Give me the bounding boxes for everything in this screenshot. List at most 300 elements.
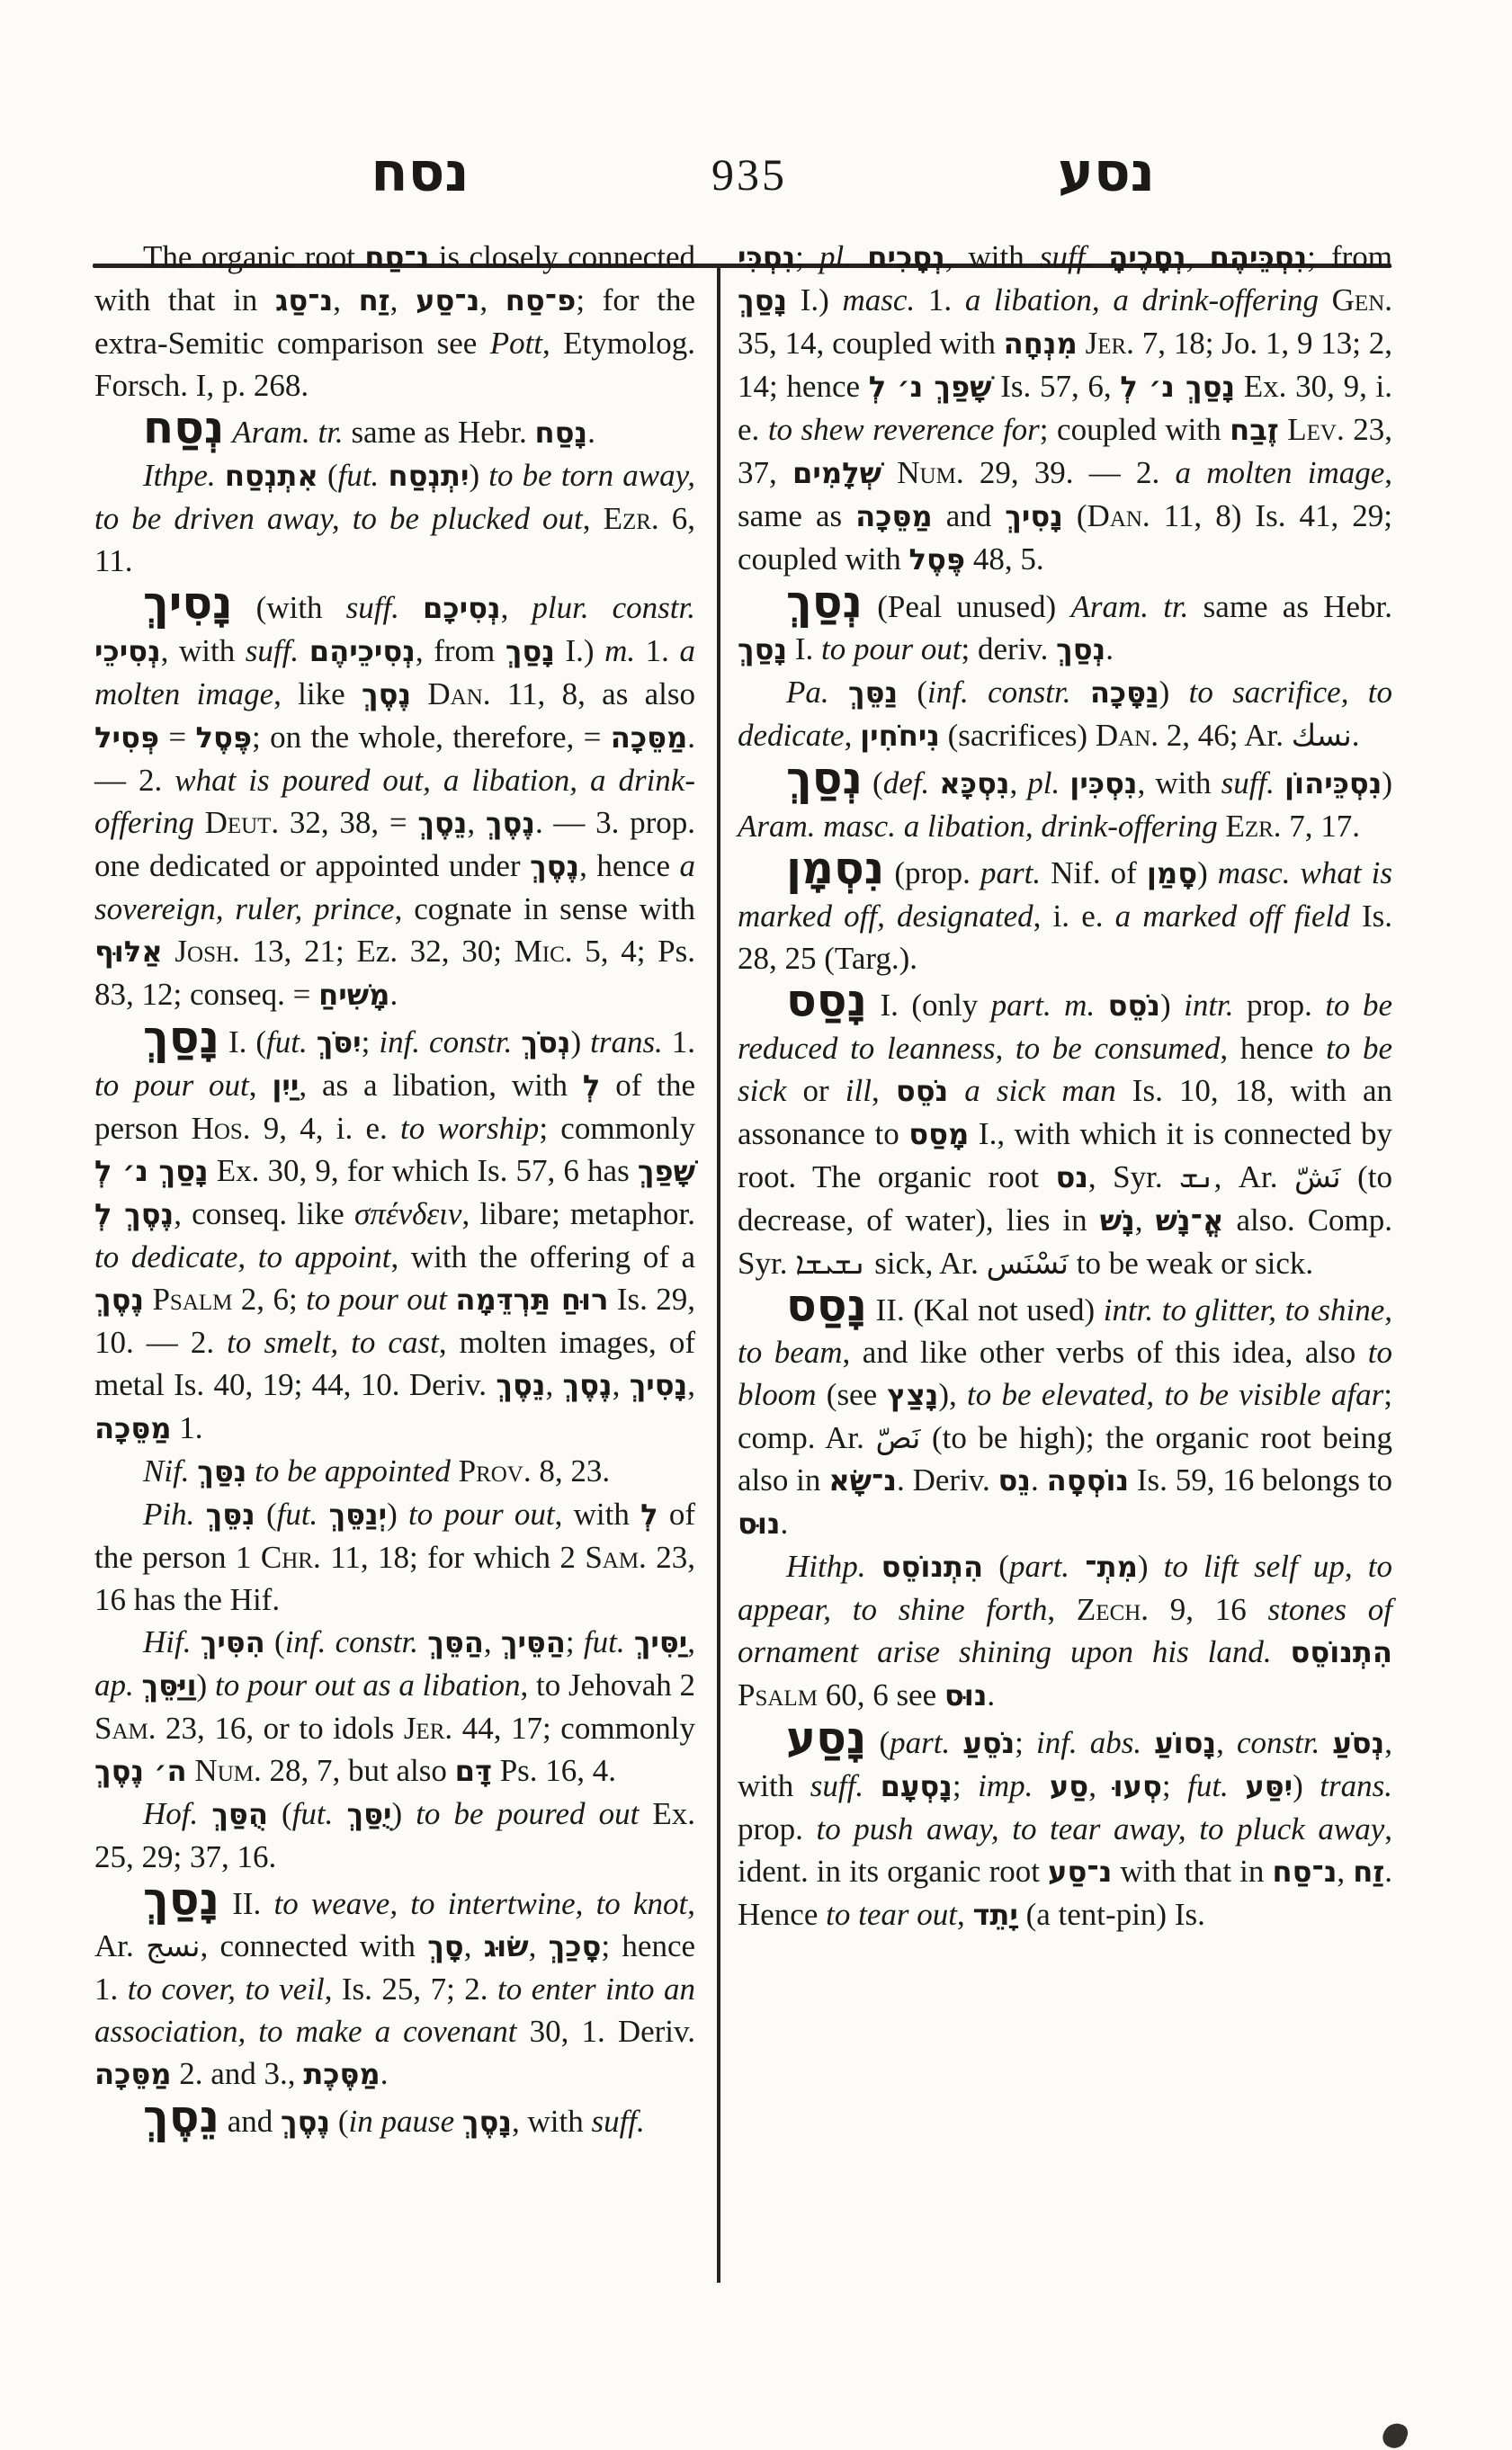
- latin-text: [1319, 282, 1332, 317]
- latin-text: 9, 4, i. e.: [250, 1111, 401, 1146]
- italic-gloss: fut.: [276, 1497, 318, 1532]
- hebrew-text: נ־סַח: [364, 240, 430, 274]
- latin-text: ,: [389, 282, 416, 317]
- hebrew-text: נָסַךְ: [505, 634, 555, 668]
- latin-text: , and like other verbs of this idea, also: [842, 1335, 1368, 1370]
- latin-text: ,: [463, 1928, 484, 1963]
- scripture-reference: Prov.: [458, 1453, 532, 1489]
- italic-gloss: to be poured out: [416, 1796, 640, 1831]
- hebrew-text: פְּסִיל: [94, 720, 159, 755]
- scripture-reference: Lev.: [1287, 412, 1345, 447]
- italic-gloss: fut.: [291, 1796, 334, 1831]
- hebrew-text: נֹסֵס: [1107, 988, 1160, 1023]
- hebrew-text: נ־סַע: [1048, 1855, 1113, 1889]
- italic-gloss: inf. constr.: [927, 675, 1071, 710]
- hebrew-text: לְ: [640, 1498, 658, 1532]
- latin-text: I.): [554, 633, 605, 668]
- latin-text: is closely connected with that in: [94, 239, 695, 317]
- latin-text: [318, 1497, 328, 1532]
- hebrew-text: יְנַסֵּךְ: [328, 1498, 388, 1532]
- latin-text: or: [786, 1073, 845, 1108]
- latin-text: , Ar.: [94, 1886, 696, 1963]
- italic-gloss: suff.: [345, 590, 399, 625]
- latin-text: 1.: [635, 633, 680, 668]
- hebrew-text: נָסִיךְ: [1005, 499, 1063, 533]
- latin-text: [950, 1725, 962, 1760]
- italic-gloss: suff.: [591, 2104, 645, 2139]
- entry-paragraph: [738, 671, 1392, 757]
- italic-gloss: to worship: [400, 1111, 540, 1146]
- italic-gloss: a sick man: [964, 1073, 1116, 1108]
- italic-gloss: Nif.: [143, 1453, 190, 1489]
- italic-gloss: def.: [882, 765, 930, 800]
- italic-gloss: ill: [845, 1073, 872, 1108]
- hebrew-text: סָךְ: [427, 1929, 464, 1963]
- latin-text: [852, 239, 867, 274]
- latin-text: 44, 17; commonly: [452, 1711, 695, 1746]
- latin-text: ): [1382, 765, 1393, 800]
- latin-text: ,: [687, 1367, 696, 1402]
- arabic-text: نَصّ: [875, 1420, 921, 1455]
- italic-gloss: suff.: [1221, 765, 1275, 800]
- italic-gloss: trans.: [590, 1024, 663, 1060]
- latin-text: I., with which it is connected by root. The organic root: [738, 1116, 1392, 1194]
- hebrew-text: יִתְנְסַח: [388, 459, 470, 493]
- syriac-text: ܢܫ: [1179, 1159, 1214, 1194]
- italic-gloss: masc.: [842, 282, 916, 317]
- scripture-reference: Chr.: [260, 1540, 321, 1575]
- latin-text: 1.: [915, 282, 965, 317]
- hebrew-text: נָצַץ: [887, 1378, 939, 1412]
- latin-text: [333, 1796, 346, 1831]
- latin-text: [454, 2104, 462, 2139]
- latin-text: ): [570, 1024, 591, 1060]
- latin-text: , molten images, of metal Is. 40, 19; 44, 10. Deriv.: [94, 1325, 695, 1402]
- italic-gloss: ap.: [94, 1668, 134, 1703]
- entry-paragraph: [94, 1011, 696, 1450]
- hebrew-headword: נָסַס: [786, 1279, 868, 1331]
- latin-text: ): [469, 458, 489, 493]
- hebrew-text: מִנְחָה: [1003, 326, 1078, 361]
- scripture-reference: Dan.: [1087, 498, 1150, 533]
- latin-text: 2, 46; Ar.: [1158, 718, 1292, 753]
- italic-gloss: to sacrifice, to dedicate: [738, 675, 1393, 753]
- scripture-reference: Jer.: [403, 1711, 453, 1746]
- hebrew-text: נִסֵּךְ: [205, 1498, 255, 1532]
- column-divider-rule: [717, 268, 720, 2283]
- latin-text: 2. and 3.,: [171, 2056, 304, 2091]
- latin-text: [411, 676, 427, 711]
- hebrew-headword: נָסַע: [786, 1712, 867, 1764]
- italic-gloss: to bloom: [738, 1335, 1392, 1412]
- hebrew-text: הִסִּיךְ: [200, 1625, 265, 1659]
- entry-paragraph: [738, 1712, 1393, 1936]
- latin-text: 11, 8, as also: [490, 676, 696, 711]
- latin-text: , connected with: [200, 1928, 428, 1963]
- latin-text: 11, 18; for which 2: [320, 1540, 586, 1575]
- italic-gloss: masc.: [1217, 855, 1291, 890]
- scripture-reference: Gen.: [1331, 282, 1393, 317]
- italic-gloss: Pa.: [786, 675, 829, 710]
- italic-gloss: plur. constr.: [532, 590, 695, 625]
- latin-text: ,: [871, 1073, 896, 1108]
- arabic-text: نسج: [146, 1928, 201, 1963]
- latin-text: ,: [1337, 1854, 1354, 1889]
- italic-gloss: Pih.: [143, 1497, 195, 1532]
- italic-gloss: what is marked off, designated: [738, 855, 1393, 934]
- latin-text: I.: [787, 631, 821, 666]
- hebrew-text: זַח: [358, 283, 390, 317]
- latin-text: ,: [582, 501, 604, 536]
- latin-text: . Deriv.: [897, 1462, 998, 1498]
- latin-text: 11, 8) Is. 41, 29; coupled with: [738, 498, 1392, 577]
- hebrew-headword: נָסַךְ: [143, 1873, 219, 1925]
- italic-gloss: to lift self up, to appear, to shine forth: [738, 1549, 1392, 1627]
- latin-text: , conseq. like: [174, 1196, 354, 1231]
- latin-text: (see: [816, 1377, 888, 1412]
- hebrew-text: יִסַּע: [1245, 1769, 1293, 1803]
- hebrew-text: יִסֹּךְ: [316, 1025, 362, 1060]
- italic-gloss: to be reduced to leanness, to be consumed: [738, 988, 1393, 1066]
- latin-text: ;: [1015, 1725, 1036, 1760]
- hebrew-text: מָשִׁיחַ: [318, 978, 390, 1012]
- hebrew-text: נִיחֹחִין: [860, 719, 940, 753]
- latin-text: of the person 1: [94, 1497, 696, 1575]
- latin-text: . Hence: [738, 1854, 1392, 1932]
- latin-text: ; deriv.: [961, 631, 1057, 666]
- latin-text: Is. 59, 16 belongs to: [1129, 1462, 1392, 1498]
- hebrew-text: נִסְכָּא: [939, 766, 1010, 800]
- latin-text: (with: [232, 590, 346, 625]
- latin-text: ,: [687, 1624, 696, 1659]
- hebrew-text: נְסִיכֵי: [94, 634, 161, 668]
- italic-gloss: to pour out: [306, 1282, 447, 1317]
- latin-text: [418, 1624, 427, 1659]
- latin-text: 1.: [662, 1024, 696, 1060]
- entry-paragraph: [94, 401, 695, 454]
- latin-text: .: [1351, 718, 1360, 753]
- latin-text: prop.: [1233, 988, 1326, 1023]
- hebrew-text: נֵס: [998, 1463, 1032, 1498]
- latin-text: Ex. 25, 29; 37, 16.: [94, 1796, 696, 1874]
- hebrew-text: נ־סַג: [275, 283, 334, 317]
- italic-gloss: intr.: [1103, 1292, 1154, 1328]
- hebrew-text: נִסְכִּי: [738, 240, 796, 274]
- latin-text: ,: [479, 282, 505, 317]
- latin-text: ;: [952, 1768, 979, 1803]
- latin-text: , hence: [1220, 1031, 1327, 1066]
- hebrew-headword: נִסְמָן: [786, 842, 885, 894]
- latin-text: Is. 28, 25 (Targ.).: [738, 899, 1392, 976]
- latin-text: 7, 17.: [1281, 809, 1361, 844]
- latin-text: , Is. 25, 7; 2.: [324, 1972, 498, 2007]
- italic-gloss: pl.: [819, 239, 852, 274]
- latin-text: 5, 4; Ps. 83, 12; conseq. =: [94, 934, 696, 1012]
- latin-text: Nif. of: [1041, 855, 1147, 890]
- italic-gloss: a marked off field: [1114, 899, 1350, 934]
- italic-gloss: part.: [1008, 1549, 1070, 1584]
- italic-gloss: to be elevated, to be visible afar: [967, 1377, 1384, 1412]
- hebrew-text: נָסֶךְ: [461, 2105, 512, 2139]
- latin-text: , with: [160, 633, 246, 668]
- scripture-reference: Zech.: [1076, 1592, 1150, 1627]
- latin-text: Is. 57, 6,: [991, 369, 1121, 404]
- latin-text: ,: [844, 718, 861, 753]
- latin-text: Is. 29, 10. — 2.: [94, 1282, 696, 1360]
- latin-text: , Syr.: [1087, 1159, 1180, 1194]
- hebrew-text: זַח: [1353, 1855, 1385, 1889]
- scripture-reference: Hos.: [191, 1111, 251, 1146]
- latin-text: The organic root: [143, 239, 365, 274]
- hebrew-text: אִתְנְסַח: [224, 459, 318, 493]
- latin-text: ; on the whole, therefore, =: [252, 720, 611, 755]
- hebrew-text: נִסְכֵּיהֶם: [1209, 240, 1308, 274]
- latin-text: (: [267, 1796, 292, 1831]
- italic-gloss: Hif.: [143, 1624, 192, 1659]
- latin-text: ; comp. Ar.: [738, 1377, 1393, 1455]
- italic-gloss: Aram. tr.: [1070, 589, 1189, 624]
- latin-text: ): [1160, 988, 1185, 1023]
- latin-text: to be weak or sick.: [1069, 1246, 1314, 1281]
- hebrew-text: רוּחַ תַּרְדֵּמָה: [455, 1283, 609, 1317]
- greek-text: σπένδειν: [354, 1196, 462, 1231]
- italic-gloss: to pour out: [820, 631, 962, 666]
- hebrew-text: נָסַךְ נ׳ לְ: [1120, 370, 1236, 404]
- entry-paragraph: [94, 2090, 695, 2143]
- scripture-reference: Psalm: [152, 1282, 233, 1317]
- latin-text: ;: [795, 239, 819, 274]
- latin-text: .: [587, 415, 595, 450]
- hebrew-text: נֵסֶךְ: [496, 1368, 546, 1402]
- italic-gloss: Aram. masc. a libation, drink-offering: [738, 809, 1218, 844]
- hebrew-text: נִסְכֵּיהוֹן: [1284, 766, 1382, 800]
- running-head: [0, 140, 1512, 221]
- latin-text: .: [389, 977, 398, 1012]
- latin-text: .: [1031, 1462, 1047, 1498]
- latin-text: (to be high); the organic root being also in: [738, 1420, 1393, 1498]
- latin-text: Is. 10, 18, with an assonance to: [738, 1073, 1393, 1151]
- italic-gloss: to pour out as a libation: [215, 1668, 521, 1703]
- header-keyword-left: נסח: [371, 141, 470, 204]
- hebrew-text: הִתְנוֹסֵס: [1290, 1635, 1393, 1669]
- latin-text: 13, 21; Ez. 32, 30;: [239, 934, 514, 969]
- arabic-text: نسك: [1291, 718, 1352, 753]
- italic-gloss: stones of ornament arise shining upon his land.: [738, 1592, 1393, 1669]
- hebrew-text: שָׁפַךְ נֶסֶךְ לְ: [94, 1154, 696, 1231]
- latin-text: prop.: [738, 1811, 817, 1846]
- italic-gloss: Pott: [489, 326, 543, 361]
- latin-text: [1279, 412, 1288, 447]
- latin-text: , libare; metaphor.: [461, 1196, 696, 1231]
- latin-text: [1060, 765, 1069, 800]
- italic-gloss: to push away, to tear away, to pluck away: [816, 1811, 1385, 1846]
- latin-text: 30, 1. Deriv.: [516, 2014, 695, 2049]
- latin-text: [194, 805, 205, 840]
- hebrew-headword: נֵסֶךְ: [143, 2090, 219, 2142]
- hebrew-text: נָסַח: [534, 416, 588, 450]
- latin-text: ; hence 1.: [94, 1928, 696, 2007]
- hebrew-text: נֹסֵעַ: [962, 1726, 1015, 1760]
- italic-gloss: inf. constr.: [379, 1024, 513, 1060]
- latin-text: Ex. 30, 9, i. e.: [738, 369, 1393, 447]
- hebrew-text: נְסָכִים: [867, 240, 945, 274]
- latin-text: also. Comp. Syr.: [738, 1203, 1393, 1281]
- latin-text: , with the offering of a: [390, 1239, 696, 1274]
- latin-text: [929, 765, 939, 800]
- latin-text: [1229, 1768, 1246, 1803]
- latin-text: ): [391, 1796, 416, 1831]
- scripture-reference: Mic.: [514, 934, 573, 969]
- hebrew-text: נֶסֶךְ: [94, 1283, 145, 1317]
- latin-text: ,: [1185, 239, 1210, 274]
- latin-text: Ps. 16, 4.: [491, 1753, 617, 1788]
- latin-text: , Ar.: [1213, 1159, 1294, 1194]
- entry-paragraph: [738, 236, 1392, 581]
- hebrew-text: נֶסֶךְ: [562, 1368, 613, 1402]
- hebrew-text: נֹסֵס: [895, 1074, 949, 1108]
- latin-text: =: [159, 720, 196, 755]
- hebrew-text: פֶּסֶל: [195, 720, 252, 755]
- latin-text: ; from: [1307, 239, 1393, 274]
- latin-text: , with: [944, 239, 1040, 274]
- hebrew-text: הִתְנוֹסֵס: [881, 1550, 984, 1584]
- scripture-reference: Num.: [194, 1753, 262, 1788]
- latin-text: ;: [1161, 1768, 1188, 1803]
- latin-text: . — 3. prop. one dedicated or appointed under: [94, 805, 696, 883]
- latin-text: ,: [1047, 1592, 1077, 1627]
- latin-text: , hence: [579, 848, 680, 883]
- latin-text: II.: [219, 1886, 274, 1921]
- latin-text: [1320, 1725, 1332, 1760]
- latin-text: ,: [333, 282, 359, 317]
- latin-text: [191, 1624, 200, 1659]
- latin-text: 23, 37,: [738, 412, 1393, 490]
- hebrew-text: דָּם: [454, 1754, 492, 1788]
- hebrew-text: פ־סַח: [505, 283, 577, 317]
- italic-gloss: to pour out: [94, 1068, 249, 1103]
- latin-text: (: [898, 675, 928, 710]
- latin-text: [1272, 1634, 1291, 1669]
- latin-text: (: [1062, 498, 1087, 533]
- entry-paragraph: [738, 974, 1393, 1284]
- column-left: [94, 236, 695, 2143]
- latin-text: 23, 16 has the Hif.: [94, 1540, 695, 1617]
- latin-text: II. (Kal not used): [867, 1292, 1104, 1328]
- latin-text: [1093, 239, 1108, 274]
- scripture-reference: Sam.: [94, 1711, 157, 1746]
- hebrew-text: נוּס: [944, 1678, 988, 1712]
- scripture-reference: Deut.: [204, 805, 280, 840]
- latin-text: (: [255, 1497, 277, 1532]
- latin-text: (: [330, 2104, 349, 2139]
- entry-paragraph: [94, 1621, 695, 1793]
- hebrew-text: נָסַךְ נ׳ לְ: [94, 1154, 209, 1188]
- hebrew-text: נְסֹךְ: [521, 1025, 571, 1060]
- latin-text: ,: [1216, 1725, 1237, 1760]
- scripture-reference: Josh.: [174, 934, 240, 969]
- entry-paragraph: [94, 236, 695, 407]
- hebrew-text: הֻסַּךְ: [211, 1797, 268, 1831]
- italic-gloss: to enter into an association, to make a covenant: [94, 1972, 696, 2049]
- latin-text: of the person: [94, 1068, 695, 1146]
- hebrew-text: נְסַךְ: [1056, 632, 1106, 666]
- latin-text: ),: [938, 1377, 968, 1412]
- header-keyword-right: נסע: [1058, 141, 1155, 204]
- italic-gloss: to be sick: [738, 1031, 1392, 1108]
- hebrew-text: נֵסֶךְ: [417, 806, 468, 840]
- italic-gloss: to be appointed: [255, 1453, 451, 1489]
- entry-paragraph: [738, 576, 1392, 671]
- latin-text: ,: [467, 805, 486, 840]
- column-right: [738, 236, 1392, 1936]
- hebrew-headword: נְסַךְ: [786, 576, 863, 628]
- latin-text: sick, Ar.: [866, 1246, 987, 1281]
- hebrew-text: מַסֶּכֶת: [303, 2057, 380, 2091]
- hebrew-text: נָסְעָם: [880, 1769, 953, 1803]
- hebrew-text: מָסַס: [908, 1117, 970, 1151]
- hebrew-headword: נְסַח: [143, 401, 225, 453]
- latin-text: [216, 458, 225, 493]
- scripture-reference: Dan.: [427, 676, 491, 711]
- hebrew-text: נס: [1055, 1160, 1088, 1194]
- hebrew-text: נִסַּךְ: [197, 1454, 247, 1489]
- scripture-reference: Ezr.: [603, 501, 659, 536]
- hebrew-text: נ־סַע: [416, 283, 480, 317]
- latin-text: [451, 1453, 459, 1489]
- latin-text: , i. e.: [1033, 899, 1115, 934]
- scripture-reference: Num.: [897, 455, 964, 490]
- latin-text: [512, 1024, 521, 1060]
- italic-gloss: constr.: [1236, 1725, 1320, 1760]
- hebrew-text: אַלּוּף: [94, 934, 163, 969]
- latin-text: 2, 6;: [232, 1282, 307, 1317]
- italic-gloss: fut.: [1187, 1768, 1229, 1803]
- latin-text: ,: [1088, 1768, 1114, 1803]
- latin-text: same as Hebr.: [1188, 589, 1392, 624]
- latin-text: [379, 458, 388, 493]
- hebrew-text: הַסֵּךְ: [427, 1625, 484, 1659]
- italic-gloss: fut.: [583, 1624, 625, 1659]
- hebrew-text: נֶסֶךְ: [361, 677, 412, 711]
- italic-gloss: suff.: [245, 633, 300, 668]
- italic-gloss: Ithpe.: [143, 458, 216, 493]
- latin-text: ,: [528, 1928, 549, 1963]
- italic-gloss: fut.: [337, 458, 380, 493]
- entry-paragraph: [738, 1279, 1393, 1545]
- latin-text: [1070, 675, 1089, 710]
- latin-text: , to Jehovah 2: [520, 1668, 696, 1703]
- italic-gloss: part.: [980, 855, 1042, 890]
- italic-gloss: Hof.: [143, 1796, 199, 1831]
- hebrew-text: לְ: [582, 1069, 601, 1103]
- latin-text: 60, 6 see: [817, 1677, 944, 1712]
- hebrew-text: נָסוֹעַ: [1154, 1726, 1217, 1760]
- latin-text: [190, 1453, 198, 1489]
- latin-text: , with: [1137, 765, 1221, 800]
- hebrew-text: מַסֵּכָה: [94, 2057, 172, 2091]
- hebrew-text: מַסֵּכָה: [94, 1411, 172, 1445]
- latin-text: 1.: [171, 1410, 203, 1445]
- latin-text: 23, 16, or to idols: [156, 1711, 404, 1746]
- entry-paragraph: [94, 1793, 695, 1878]
- latin-text: [1275, 765, 1284, 800]
- latin-text: [198, 1796, 211, 1831]
- latin-text: ): [196, 1668, 215, 1703]
- latin-text: .: [1105, 631, 1114, 666]
- scripture-reference: Dan.: [1095, 718, 1159, 753]
- latin-text: , with: [554, 1497, 641, 1532]
- latin-text: [1153, 1292, 1162, 1328]
